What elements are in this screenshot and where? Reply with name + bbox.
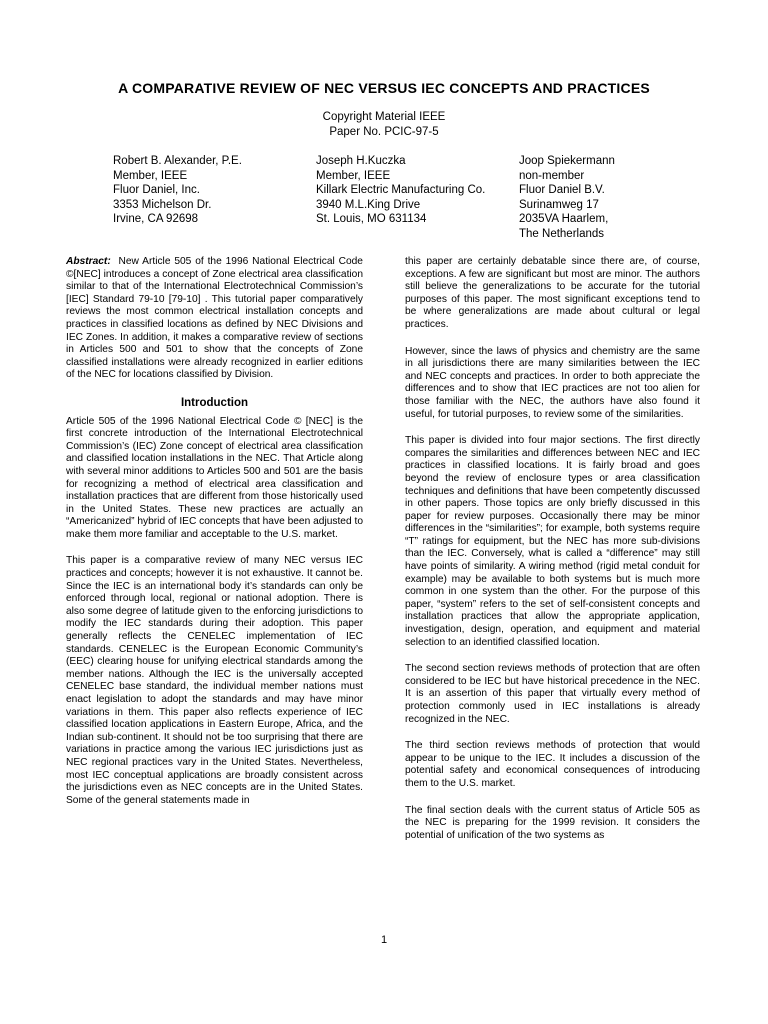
left-column (66, 256, 363, 821)
body-paragraph: However, since the laws of physics and chemistry are the same in all jurisdictions there are many similarities between the IEC and NEC concepts and practices. In order to both appreciate the differences and to show that IEC practices are not too alien for those familiar with the NEC, the authors have also found it useful, for tutorial purposes, to review some of the similarities. (405, 345, 700, 420)
author-block (113, 154, 242, 227)
copyright-line: Copyright Material IEEE (322, 111, 446, 123)
page-number: 1 (380, 934, 388, 946)
author-address: 2035VA Haarlem, (519, 213, 609, 225)
introduction-heading: Introduction (180, 396, 249, 409)
body-paragraph: The final section deals with the current status of Article 505 as the NEC is preparing for the 1999 revision. It considers the potential of unification of the two systems as (405, 804, 700, 841)
body-paragraph: This paper is divided into four major sections. The first directly compares the similarities and differences between NEC and IEC practices in classified locations. It is fairly broad and goes beyond the review of enclosure types or area classification techniques and definitions that have been competently discussed in other papers. Those topics are only briefly discussed in this paper for review purposes. Occasionally there may be minor differences in the “similarities”; for example, both systems require “T” ratings for equipment, but the NEC has more sub-divisions than the IEC. Conversely, what is called a “difference” may still have points of similarity. A wiring method (rigid metal conduit for example) may be available to both systems but is much more common in one system than the other. For the purpose of this paper, “system” refers to the set of self-consistent concepts and installation practices that allow the appropriate application, investigation, design, operation, and equipment and material selection to an identified classified location. (405, 435, 700, 648)
author-org: Fluor Daniel B.V. (519, 184, 605, 196)
author-address: The Netherlands (519, 227, 605, 240)
body-paragraph: This paper is a comparative review of many NEC versus IEC practices and concepts; however it is not exhaustive. It cannot be. Since the IEC is an international body it’s standards can only be enforced through local, regional or national adoption. There is also some degree of latitude given to the enforcing jurisdictions to modify the IEC standards during their adoption. This paper generally reflects the CENELEC implementation of IEC standards. CENELEC is the European Economic Community’s (EEC) clearing house for unifying electrical standards among the member nations. Although the IEC is the universally accepted CENELEC base standard, the individual member nations must enact legislation to adopt the standards and may have minor variations in them. This paper also reflects experience of IEC classified location applications in Eastern Europe, Africa, and the Indian sub-continent. It should not be too surprising that there are variations in practice among the various IEC jurisdictions just as NEC regional practices vary in the United States. Nevertheless, most IEC conceptual applications are broadly consistent across the jurisdictions even as NEC concepts are in the United States. Some of the general statements made in (66, 555, 363, 806)
author-name: Joseph H.Kuczka (316, 155, 406, 167)
paper-title: A COMPARATIVE REVIEW OF NEC VERSUS IEC CONCEPTS AND PRACTICES (118, 80, 650, 96)
paper-number: Paper No. PCIC-97-5 (329, 125, 439, 138)
body-paragraph: The second section reviews methods of protection that are often considered to be IEC but have historical precedence in the NEC. It is an assertion of this paper that virtually every method of protection commonly used in IEC installations is already recognized in the NEC. (405, 663, 700, 725)
author-address: Irvine, CA 92698 (113, 213, 199, 225)
author-membership: non-member (519, 169, 585, 182)
author-address: St. Louis, MO 631134 (316, 213, 427, 225)
author-name: Robert B. Alexander, P.E. (113, 155, 242, 167)
author-org: Killark Electric Manufacturing Co. (316, 184, 486, 196)
author-membership: Member, IEEE (316, 169, 391, 182)
author-address: 3353 Michelson Dr. (113, 198, 212, 211)
body-paragraph: this paper are certainly debatable since there are, of course, exceptions. A few are significant but most are minor. The authors still believe the generalizations to be accurate for the tutorial purposes of this paper. The most significant exceptions tend to be where generalizations are made about cultural or legal practices. (405, 256, 700, 330)
author-membership: Member, IEEE (113, 169, 188, 182)
abstract-paragraph (66, 256, 363, 382)
author-address: Surinamweg 17 (519, 198, 599, 211)
abstract-label: Abstract: (66, 256, 111, 267)
body-paragraph: Article 505 of the 1996 National Electrical Code © [NEC] is the first concrete introduction of the International Electrotechnical Commission’s (IEC) Zone concept of electrical area classification and classified location installations in the NEC. That Article along with several minor additions to Articles 500 and 501 are the basis for recognizing a method of electrical area classification and installation practices that are different from those historically used in the United States. These new practices are actually an “Americanized” hybrid of IEC concepts that have been adjusted to make them more familiar and acceptable to the U.S. market. (66, 415, 363, 540)
right-column (405, 256, 700, 856)
paper-meta (0, 110, 768, 139)
author-name: Joop Spiekermann (519, 155, 615, 167)
author-org: Fluor Daniel, Inc. (113, 184, 200, 196)
author-address: 3940 M.L.King Drive (316, 198, 421, 211)
abstract-text: New Article 505 of the 1996 National Electrical Code ©[NEC] introduces a concept of Zone electrical area classification similar to that of the International Electrotechnical Commission’s [IEC] Standard 79-10 [79-10] . This tutorial paper comparatively reviews the most common electrical installation concepts and practices in classified locations as defined by NEC Divisions and IEC Zones. In addition, it makes a comparative review of sections in Articles 500 and 501 to show that the concepts of Zone classified installations were already recognized in earlier editions of the NEC for locations classified by Division. (66, 256, 363, 381)
author-block (519, 154, 615, 241)
body-paragraph: The third section reviews methods of protection that would appear to be unique to the IEC. It includes a discussion of the potential safety and economical consequences of introducing them to the U.S. market. (405, 740, 700, 789)
author-block (316, 154, 485, 227)
